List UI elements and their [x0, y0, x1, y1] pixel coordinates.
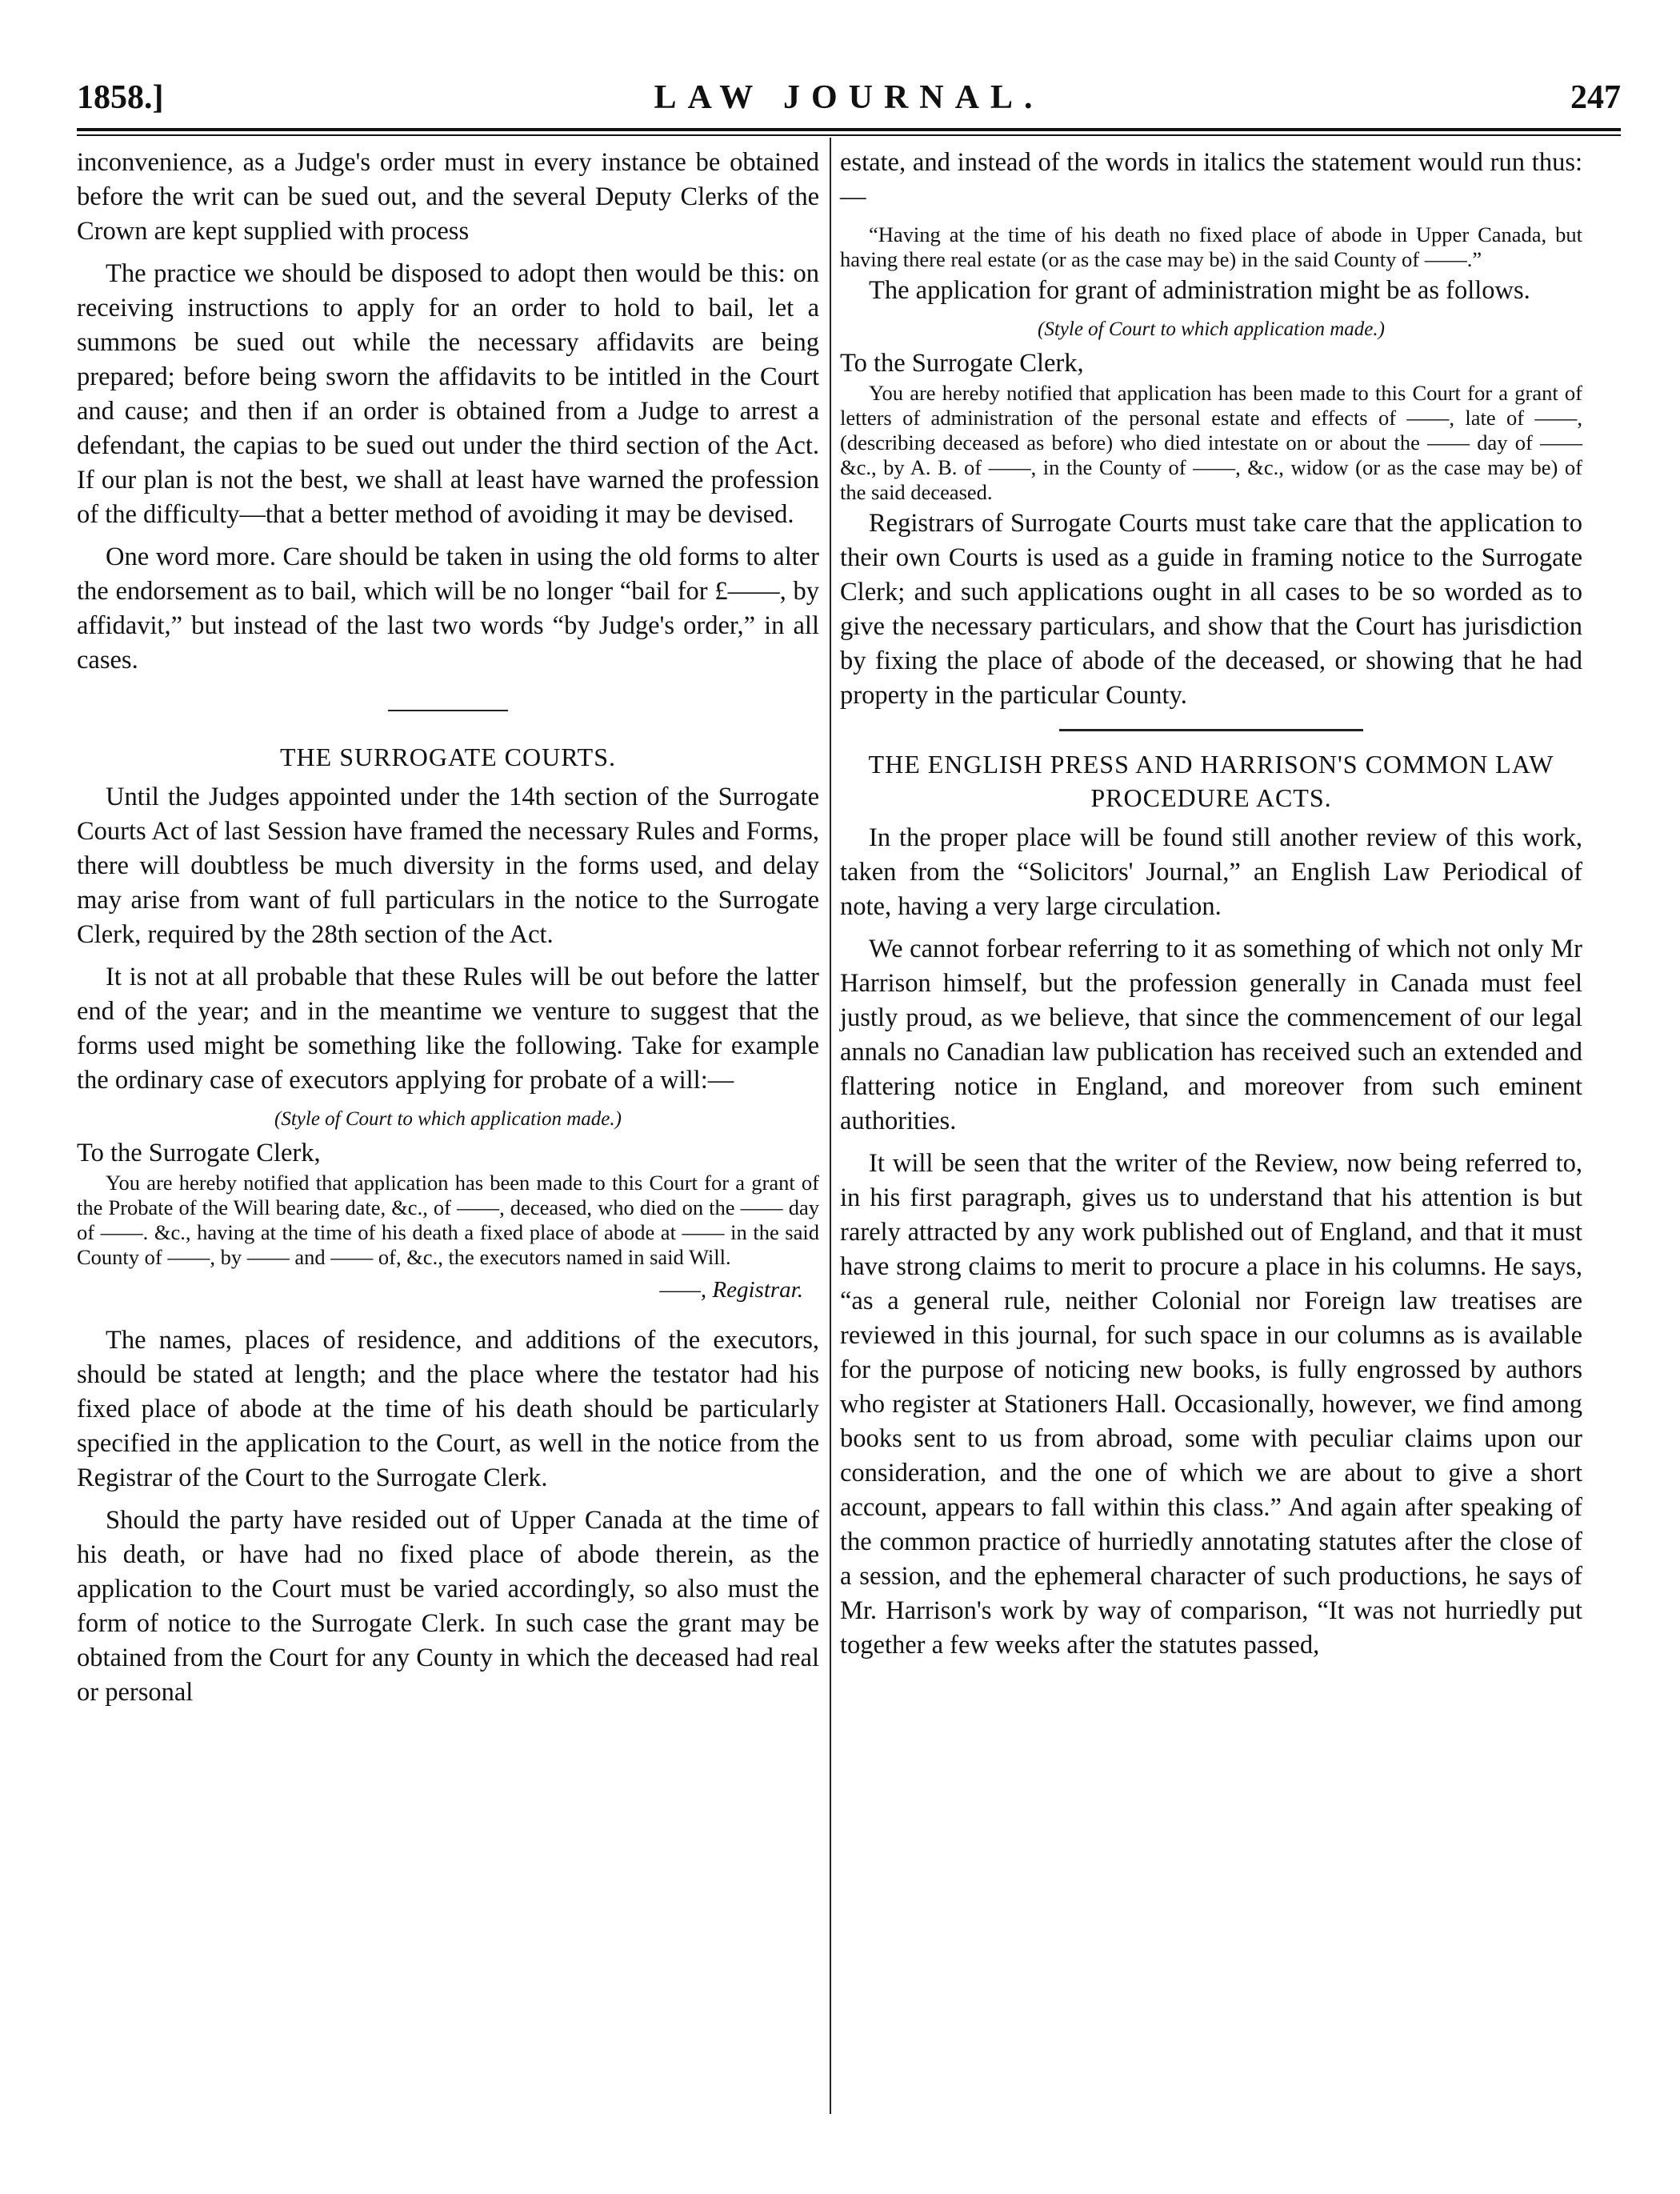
paragraph: It will be seen that the writer of the Review, now being referred to, in his first paragraph, gives us to understand that his attention is but rarely attracted by any work published out of England, and that it must have strong claims to merit to procure a place in his columns. He says, “as a general rule, neither Colonial nor Foreign law treatises are reviewed in this journal, for such space in our columns as is available for the purpose of noticing new books, is fully engrossed by authors who register at Stationers Hall. Occasionally, however, we find among books sent to us from abroad, some with peculiar claims upon our consideration, and the one of which we are about to give a short account, appears to fall within this class.” And again after speaking of the common practice of hurriedly annotating statutes after the close of a session, and the ephemeral character of such productions, he says of Mr. Harrison's work by way of comparison, “It was not hurriedly put together a few weeks after the statutes passed, — [840, 1149, 1582, 1660]
journal-title: LAW JOURNAL. — [654, 79, 1044, 116]
form-block — [77, 1171, 819, 1270]
form-signature: ——, Registrar. — [659, 1277, 803, 1303]
paragraph: Until the Judges appointed under the 14th section of the Surrogate Courts Act of last Session have framed the necessary Rules and Forms, there will doubtless be much diversity in the forms used, and delay may arise from want of full particulars in the notice to the Surrogate Clerk, required by the 28th section of the Act. — [77, 783, 819, 949]
quote-block — [840, 222, 1582, 272]
quoted-statement: “Having at the time of his death no fixed place of abode in Upper Canada, but having there real estate (or as the case may be) in the said County of ——.” — [840, 222, 1582, 271]
header-rule — [77, 128, 1621, 131]
paragraph: We cannot forbear referring to it as something of which not only Mr Harrison himself, but the profession generally in Canada must feel justly proud, as we believe, that since the commencement of our legal annals no Canadian law publication has received such an extended and flattering notice in England, and moreover from such eminent authorities. — [840, 935, 1582, 1135]
paragraph: The application for grant of administration might be as follows. — [869, 276, 1530, 305]
page-number: 247 — [1570, 79, 1621, 116]
form-addressee: To the Surrogate Clerk, — [77, 1139, 321, 1167]
paragraph: Registrars of Surrogate Courts must take care that the application to their own Courts is used as a guide in framing notice to the Surrogate Clerk; and such applications ought in all cases to be so worded as to give the necessary particulars, and show that the Court has jurisdiction by fixing the place of abode of the deceased, or showing that he had property in the particular County. — [840, 509, 1582, 710]
paragraph: The practice we should be disposed to adopt then would be this: on receiving instructions to apply for an order to hold to bail, let a summons be sued out while the necessary affidavits are being prepared; before being sworn the affidavits to be intitled in the Court and cause; and then if an order is obtained from a Judge to arrest a defendant, the capias to be sued out under the third section of the Act. If our plan is not the best, we shall at least have warned the profession of the difficulty—that a better method of avoiding it may be devised. — [77, 259, 819, 529]
paragraph: One word more. Care should be taken in using the old forms to alter the endorsement as to bail, which will be no longer “bail for £——, by affidavit,” but instead of the last two words “by Judge's order,” in all cases. — [77, 542, 819, 675]
paragraph: inconvenience, as a Judge's order must in every instance be obtained before the writ can be sued out, and the several Deputy Clerks of the Crown are kept supplied with process — [77, 148, 819, 246]
form-style-caption: (Style of Court to which application made.) — [274, 1108, 622, 1130]
header-rule-thin — [77, 134, 1621, 136]
paragraph: In the proper place will be found still another review of this work, taken from the “Solicitors' Journal,” an English Law Periodical of note, having a very large circulation. — [840, 823, 1582, 921]
form-style-caption: (Style of Court to which application made.) — [1038, 318, 1385, 340]
left-column — [77, 146, 819, 1718]
section-separator — [1059, 729, 1363, 731]
section-heading: THE SURROGATE COURTS. — [280, 743, 616, 771]
page-header — [77, 78, 1621, 126]
paragraph: estate, and instead of the words in italics the statement would run thus:— — [840, 148, 1582, 211]
paragraph: It is not at all probable that these Rules will be out before the latter end of the year; and in the meantime we venture to suggest that the forms used might be something like the following. Take for example the ordinary case of executors applying for probate of a will:— — [77, 963, 819, 1095]
form-body: You are hereby notified that application has been made to this Court for a grant of letters of administration of the personal estate and effects of ——, late of ——, (describing deceased as before) who died intestate on or about the —— day of —— &c., by A. B. of ——, in the County of ——, &c., widow (or as the case may be) of the said deceased. — [840, 381, 1582, 504]
header-year: 1858.] — [77, 79, 164, 116]
section-separator — [388, 710, 508, 711]
form-body: You are hereby notified that application has been made to this Court for a grant of the Probate of the Will bearing date, &c., of ——, deceased, who died on the —— day of ——. &c., having at the time of his death a fixed place of abode at —— in the said County of ——, by —— and —— of, &c., the executors named in said Will. — [77, 1171, 819, 1269]
right-column — [840, 146, 1582, 1671]
section-heading: THE ENGLISH PRESS AND HARRISON'S COMMON LAW PROCEDURE ACTS. — [868, 750, 1554, 812]
form-block — [840, 381, 1582, 505]
column-divider — [830, 138, 831, 2114]
paragraph: The names, places of residence, and additions of the executors, should be stated at length; and the place where the testator had his fixed place of abode at the time of his death should be particularly specified in the application to the Court, as well in the notice from the Registrar of the Court to the Surrogate Clerk. — [77, 1326, 819, 1492]
paragraph: Should the party have resided out of Upper Canada at the time of his death, or have had no fixed place of abode therein, as the application to the Court must be varied accordingly, so also must the form of notice to the Surrogate Clerk. In such case the grant may be obtained from the Court for any County in which the deceased had real or personal — [77, 1506, 819, 1707]
form-addressee: To the Surrogate Clerk, — [840, 349, 1084, 378]
